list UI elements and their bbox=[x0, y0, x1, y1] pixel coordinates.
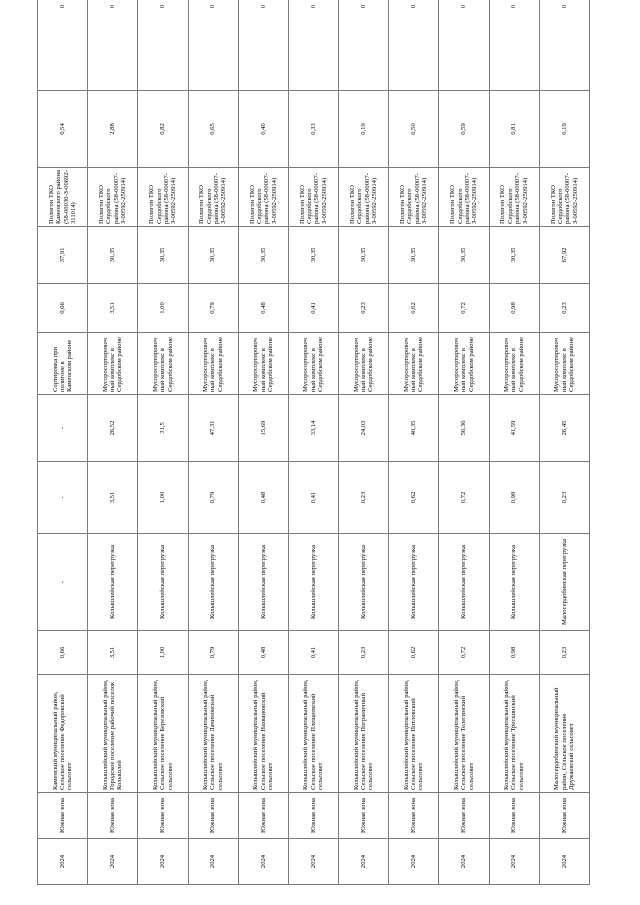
year-cell: 2024 bbox=[339, 839, 389, 885]
year-cell: 2024 bbox=[439, 839, 489, 885]
transfer-volume-cell: 0,23 bbox=[339, 462, 389, 534]
municipality-cell: Колышлейский муниципальный район, Сельское поселение Потловский сельсовет bbox=[389, 675, 439, 793]
transfer-volume-cell: 0,23 bbox=[539, 462, 589, 534]
disposal-volume-cell: 0,19 bbox=[339, 91, 389, 168]
utilization-cell: 0 bbox=[38, 0, 88, 91]
table-row bbox=[238, 0, 288, 885]
utilization-cell: 0 bbox=[539, 0, 589, 91]
year-cell: 2024 bbox=[188, 839, 238, 885]
distance-cell: 26,52 bbox=[88, 395, 138, 462]
disposal-volume-cell: 0,65 bbox=[188, 91, 238, 168]
table-row bbox=[439, 0, 489, 885]
sorting-facility-cell: Мусоросортировочный комплекс в Сердобском районе bbox=[389, 333, 439, 395]
table-row bbox=[38, 0, 88, 885]
table-body bbox=[38, 0, 590, 885]
utilization-cell: 0 bbox=[138, 0, 188, 91]
utilization-cell: 0 bbox=[288, 0, 338, 91]
landfill-cell: Полигон ТКО Сердобского района (58-00007-З-00592-250914) bbox=[288, 168, 338, 227]
transfer-station-cell: Малосердобинская перегрузка bbox=[539, 534, 589, 631]
volume-cell: 0,62 bbox=[389, 631, 439, 675]
distance-cell: 56,36 bbox=[439, 395, 489, 462]
landfill-cell: Полигон ТКО Сердобского района (58-00007-З-00592-250914) bbox=[539, 168, 589, 227]
volume-cell: 0,98 bbox=[489, 631, 539, 675]
distance-cell: 41,59 bbox=[489, 395, 539, 462]
distance-cell: 33,14 bbox=[288, 395, 338, 462]
table-row bbox=[489, 0, 539, 885]
transfer-station-cell: Колышлейская перегрузка bbox=[188, 534, 238, 631]
distance-cell: 15,69 bbox=[238, 395, 288, 462]
disposal-volume-cell: 0,40 bbox=[238, 91, 288, 168]
volume-cell: 1,00 bbox=[138, 631, 188, 675]
landfill-cell: Полигон ТКО Сердобского района (58-00007-З-00592-250914) bbox=[339, 168, 389, 227]
sorting-volume-cell: 0,41 bbox=[288, 284, 338, 333]
sorting-volume-cell: 3,51 bbox=[88, 284, 138, 333]
transfer-station-cell: Колышлейская перегрузка bbox=[138, 534, 188, 631]
transfer-station-cell: Колышлейская перегрузка bbox=[288, 534, 338, 631]
year-cell: 2024 bbox=[539, 839, 589, 885]
distance-cell: 24,03 bbox=[339, 395, 389, 462]
landfill-distance-cell: 37,91 bbox=[38, 227, 88, 284]
disposal-volume-cell: 0,81 bbox=[489, 91, 539, 168]
landfill-distance-cell: 30,35 bbox=[439, 227, 489, 284]
municipality-cell: Каменский муниципальный район, Сельское поселение Федоровский сельсовет bbox=[38, 675, 88, 793]
table-row bbox=[389, 0, 439, 885]
transfer-station-cell: Колышлейская перегрузка bbox=[439, 534, 489, 631]
landfill-distance-cell: 30,35 bbox=[489, 227, 539, 284]
landfill-distance-cell: 30,35 bbox=[339, 227, 389, 284]
sorting-facility-cell: Мусоросортировочный комплекс в Сердобском районе bbox=[439, 333, 489, 395]
volume-cell: 0,48 bbox=[238, 631, 288, 675]
waste-flow-table bbox=[37, 0, 590, 885]
disposal-volume-cell: 0,54 bbox=[38, 91, 88, 168]
landfill-cell: Полигон ТКО Сердобского района (58-00007-З-00592-250914) bbox=[389, 168, 439, 227]
year-cell: 2024 bbox=[489, 839, 539, 885]
transfer-station-cell: Колышлейская перегрузка bbox=[339, 534, 389, 631]
municipality-cell: Колышлейский муниципальный район, Сельское поселение Плещеевский сельсовет bbox=[288, 675, 338, 793]
zone-cell: Южная зона bbox=[38, 793, 88, 839]
transfer-station-cell: Колышлейская перегрузка bbox=[389, 534, 439, 631]
sorting-facility-cell: Мусоросортировочный комплекс в Сердобском районе bbox=[339, 333, 389, 395]
disposal-volume-cell: 0,50 bbox=[389, 91, 439, 168]
zone-cell: Южная зона bbox=[288, 793, 338, 839]
volume-cell: 3,51 bbox=[88, 631, 138, 675]
transfer-station-cell: - bbox=[38, 534, 88, 631]
disposal-volume-cell: 0,33 bbox=[288, 91, 338, 168]
volume-cell: 0,66 bbox=[38, 631, 88, 675]
distance-cell: - bbox=[38, 395, 88, 462]
landfill-cell: Полигон ТКО Каменского района (58-00030-З-00692-311014) bbox=[38, 168, 88, 227]
zone-cell: Южная зона bbox=[489, 793, 539, 839]
sorting-facility-cell: Мусоросортировочный комплекс в Сердобском районе bbox=[88, 333, 138, 395]
table-row bbox=[288, 0, 338, 885]
sorting-facility-cell: Мусоросортировочный комплекс в Сердобском районе bbox=[138, 333, 188, 395]
transfer-volume-cell: 0,72 bbox=[439, 462, 489, 534]
municipality-cell: Колышлейский муниципальный район, Сельское поселение Березовский сельсовет bbox=[138, 675, 188, 793]
sorting-volume-cell: 0,48 bbox=[238, 284, 288, 333]
zone-cell: Южная зона bbox=[339, 793, 389, 839]
landfill-distance-cell: 30,35 bbox=[88, 227, 138, 284]
sorting-facility-cell: Мусоросортировочный комплекс в Сердобском районе bbox=[188, 333, 238, 395]
table-row bbox=[88, 0, 138, 885]
sorting-volume-cell: 1,00 bbox=[138, 284, 188, 333]
utilization-cell: 0 bbox=[88, 0, 138, 91]
landfill-cell: Полигон ТКО Сердобского района (58-00007-З-00592-250914) bbox=[88, 168, 138, 227]
sorting-volume-cell: 0,62 bbox=[389, 284, 439, 333]
municipality-cell: Колышлейский муниципальный район, Сельское поселение Пограничный сельсовет bbox=[339, 675, 389, 793]
transfer-station-cell: Колышлейская перегрузка bbox=[88, 534, 138, 631]
zone-cell: Южная зона bbox=[389, 793, 439, 839]
year-cell: 2024 bbox=[38, 839, 88, 885]
transfer-volume-cell: 3,51 bbox=[88, 462, 138, 534]
landfill-cell: Полигон ТКО Сердобского района (58-00007-З-00592-250914) bbox=[188, 168, 238, 227]
sorting-volume-cell: 0,98 bbox=[489, 284, 539, 333]
zone-cell: Южная зона bbox=[88, 793, 138, 839]
sorting-facility-cell: Мусоросортировочный комплекс в Сердобском районе bbox=[539, 333, 589, 395]
transfer-volume-cell: 1,00 bbox=[138, 462, 188, 534]
disposal-volume-cell: 2,88 bbox=[88, 91, 138, 168]
table-row bbox=[539, 0, 589, 885]
disposal-volume-cell: 0,59 bbox=[439, 91, 489, 168]
municipality-cell: Колышлейский муниципальный район, Сельское поселение Трескинский сельсовет bbox=[489, 675, 539, 793]
volume-cell: 0,23 bbox=[539, 631, 589, 675]
municipality-cell: Колышлейский муниципальный район, Сельское поселение Лачиновский сельсовет bbox=[188, 675, 238, 793]
sorting-facility-cell: Мусоросортировочный комплекс в Сердобском районе bbox=[238, 333, 288, 395]
utilization-cell: 0 bbox=[389, 0, 439, 91]
zone-cell: Южная зона bbox=[188, 793, 238, 839]
transfer-volume-cell: 0,48 bbox=[238, 462, 288, 534]
landfill-distance-cell: 30,35 bbox=[238, 227, 288, 284]
utilization-cell: 0 bbox=[339, 0, 389, 91]
volume-cell: 0,79 bbox=[188, 631, 238, 675]
distance-cell: 26,45 bbox=[539, 395, 589, 462]
municipality-cell: Колышлейский муниципальный район, Сельское поселение Названовский сельсовет bbox=[238, 675, 288, 793]
zone-cell: Южная зона bbox=[138, 793, 188, 839]
zone-cell: Южная зона bbox=[238, 793, 288, 839]
distance-cell: 31,5 bbox=[138, 395, 188, 462]
utilization-cell: 0 bbox=[489, 0, 539, 91]
transfer-volume-cell: 0,62 bbox=[389, 462, 439, 534]
landfill-distance-cell: 30,35 bbox=[389, 227, 439, 284]
utilization-cell: 0 bbox=[188, 0, 238, 91]
year-cell: 2024 bbox=[238, 839, 288, 885]
transfer-station-cell: Колышлейская перегрузка bbox=[238, 534, 288, 631]
volume-cell: 0,23 bbox=[339, 631, 389, 675]
table-row bbox=[188, 0, 238, 885]
municipality-cell: Колышлейский муниципальный район, Городское поселение рабочий поселок Колышлей bbox=[88, 675, 138, 793]
municipality-cell: Колышлейский муниципальный район, Сельское поселение Телегинский сельсовет bbox=[439, 675, 489, 793]
transfer-volume-cell: - bbox=[38, 462, 88, 534]
zone-cell: Южная зона bbox=[439, 793, 489, 839]
sorting-volume-cell: 0,23 bbox=[539, 284, 589, 333]
transfer-volume-cell: 0,98 bbox=[489, 462, 539, 534]
year-cell: 2024 bbox=[389, 839, 439, 885]
landfill-cell: Полигон ТКО Сердобского района (58-00007-З-00592-250914) bbox=[238, 168, 288, 227]
table-row bbox=[339, 0, 389, 885]
year-cell: 2024 bbox=[88, 839, 138, 885]
year-cell: 2024 bbox=[288, 839, 338, 885]
landfill-cell: Полигон ТКО Сердобского района (58-00007-З-00592-250914) bbox=[489, 168, 539, 227]
landfill-cell: Полигон ТКО Сердобского района (58-00007-З-00592-250914) bbox=[439, 168, 489, 227]
disposal-volume-cell: 0,19 bbox=[539, 91, 589, 168]
disposal-volume-cell: 0,82 bbox=[138, 91, 188, 168]
transfer-volume-cell: 0,79 bbox=[188, 462, 238, 534]
utilization-cell: 0 bbox=[439, 0, 489, 91]
landfill-distance-cell: 30,35 bbox=[188, 227, 238, 284]
sorting-volume-cell: 0,66 bbox=[38, 284, 88, 333]
sorting-volume-cell: 0,79 bbox=[188, 284, 238, 333]
sorting-facility-cell: Мусоросортировочный комплекс в Сердобском районе bbox=[489, 333, 539, 395]
sorting-facility-cell: Мусоросортировочный комплекс в Сердобском районе bbox=[288, 333, 338, 395]
municipality-cell: Малосердобинский муниципальный район, Сельское поселение Дружаевский сельсовет bbox=[539, 675, 589, 793]
distance-cell: 40,35 bbox=[389, 395, 439, 462]
sorting-volume-cell: 0,23 bbox=[339, 284, 389, 333]
sorting-facility-cell: Сортировка при полигоне в Каменском районе bbox=[38, 333, 88, 395]
volume-cell: 0,41 bbox=[288, 631, 338, 675]
landfill-cell: Полигон ТКО Сердобского района (58-00007-З-00592-250914) bbox=[138, 168, 188, 227]
transfer-station-cell: Колышлейская перегрузка bbox=[489, 534, 539, 631]
landfill-distance-cell: 30,35 bbox=[288, 227, 338, 284]
year-cell: 2024 bbox=[138, 839, 188, 885]
table-row bbox=[138, 0, 188, 885]
distance-cell: 47,31 bbox=[188, 395, 238, 462]
utilization-cell: 0 bbox=[238, 0, 288, 91]
transfer-volume-cell: 0,41 bbox=[288, 462, 338, 534]
volume-cell: 0,72 bbox=[439, 631, 489, 675]
sorting-volume-cell: 0,72 bbox=[439, 284, 489, 333]
landfill-distance-cell: 30,35 bbox=[138, 227, 188, 284]
landfill-distance-cell: 67,92 bbox=[539, 227, 589, 284]
zone-cell: Южная зона bbox=[539, 793, 589, 839]
